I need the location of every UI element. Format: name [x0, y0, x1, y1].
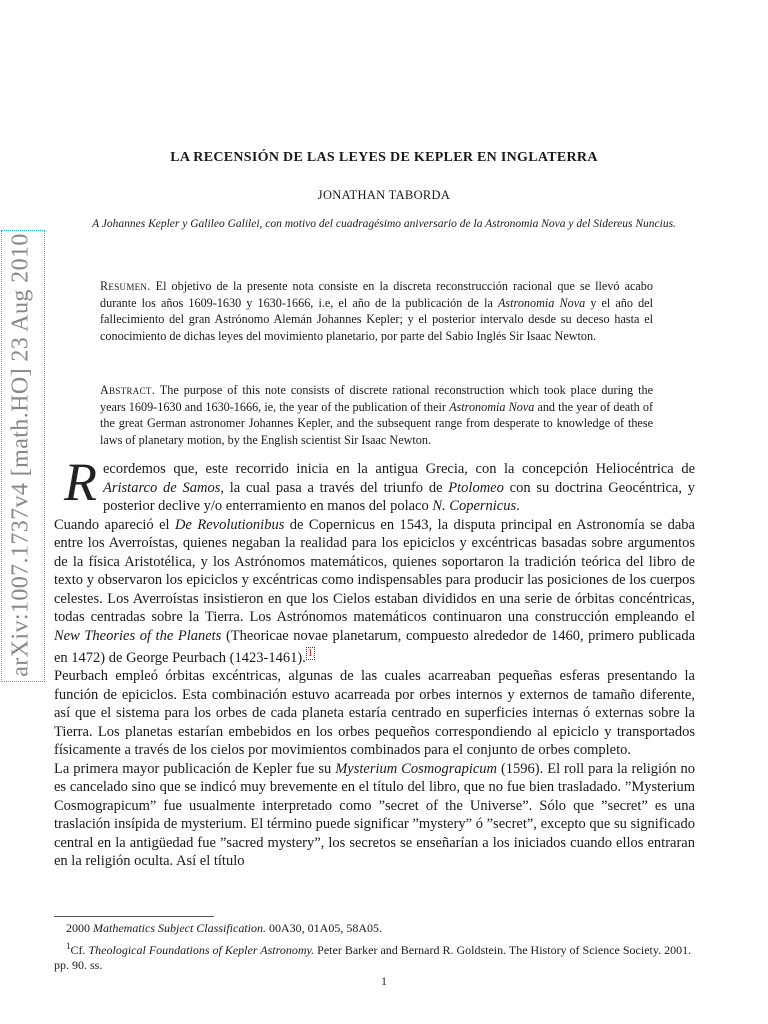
- abstract-es-text: y el año del fallecimiento del gran Astrónomo Alemán Johannes Kepler; y el posterior intervalo desde su deceso hasta el conocimiento de dichas leyes del movimiento planetario, por parte del Sabio Inglés Sir Isaac Newton.: [100, 295, 653, 343]
- body-text-run: Cuando apareció el: [54, 516, 176, 533]
- dedication: A Johannes Kepler y Galileo Galilei, con motivo del cuadragésimo aniversario de la Astronomia Nova y del Sidereus Nuncius.: [92, 218, 676, 230]
- abstract-spanish: [100, 278, 653, 344]
- abstract-en-text: and the year of death of the great German astronomer Johannes Kepler, and the subsequent range from desperate to knowledge of these laws of planetary motion, by the English scientist Sir Isaac Newton.: [100, 399, 654, 447]
- body-text-run: (Theoricae novae planetarum, compuesto alrededor de 1460, primero publicada en 1472) de George Peurbach (1423-1461).: [54, 627, 696, 666]
- msc-classification: [54, 921, 695, 936]
- abstract-en-italic: Astronomia Nova: [449, 399, 535, 414]
- body-italic: N. Copernicus: [432, 498, 517, 514]
- paragraph-2: [54, 516, 695, 668]
- body-italic: Ptolomeo: [448, 479, 504, 496]
- footnote-text: Cf.: [70, 943, 89, 957]
- abstract-en-text: The purpose of this note consists of discrete rational reconstruction which took place during the years 1609-1630 and 1630-1666, ie, the year of the publication of their: [100, 383, 653, 414]
- abstract-english: [100, 382, 653, 448]
- paragraph-1: [54, 452, 695, 516]
- footnote-text: Peter Barker and Bernard R. Goldstein. The History of Science Society. 2001. pp. 90. ss.: [54, 943, 692, 972]
- msc-year: 2000: [66, 921, 90, 935]
- footnote-mark: 1: [66, 941, 71, 951]
- body-italic: New Theories of the Planets: [54, 627, 222, 644]
- paper-title: LA RECENSIÓN DE LAS LEYES DE KEPLER EN INGLATERRA: [170, 150, 598, 165]
- page-number: 1: [381, 974, 387, 988]
- footnote-ref-link[interactable]: 1: [307, 648, 313, 659]
- abstract-es-label: Resumen.: [100, 279, 151, 293]
- body-text-run: de Copernicus en 1543, la disputa principal en Astronomía se daba entre los Averroístas, quienes negaban la realidad para los epiciclos y excéntricas basadas sobre argumentos de la física Aristotélica, y los Astrónomos matemáticos, quienes soportaron la tradición teórica del libro de texto y observaron los epiciclos y excéntricas como indispensables para producir las posiciones de los cuerpos celestes. Los Averroístas insistieron en que los Cielos estaban divididos en una serie de órbitas concéntricas, todas centradas sobre la Tierra. Los Astrónomos matemáticos continuaron una construcción empleando el: [54, 516, 695, 625]
- arxiv-stamp[interactable]: arXiv:1007.1737v4 [math.HO] 23 Aug 2010: [7, 233, 34, 677]
- body-text-run: La primera mayor publicación de Kepler fue su: [54, 760, 336, 777]
- footnote-divider: [54, 916, 214, 917]
- body-text-run: con su doctrina Geocéntrica, y posterior declive y/o enterramiento en manos del polaco: [103, 479, 695, 514]
- abstract-es-text: El objetivo de la presente nota consiste en la discreta reconstrucción racional que se llevó acabo durante los años 1609-1630 y 1630-1666, i.e, el año de la publicación de la: [100, 279, 653, 310]
- drop-cap: R: [64, 452, 97, 512]
- abstract-en-label: Abstract.: [100, 383, 156, 397]
- msc-label: Mathematics Subject Classification.: [93, 921, 266, 935]
- author-name: JONATHAN TABORDA: [317, 188, 451, 202]
- footnote-1: [54, 939, 695, 973]
- body-italic: Mysterium Cosmograpicum: [335, 760, 498, 777]
- paragraph-4: [54, 760, 695, 871]
- body-text: [54, 452, 696, 871]
- footnotes: [54, 921, 695, 973]
- body-text-run: .: [516, 498, 520, 514]
- body-text-run: , la cual pasa a través del triunfo de: [220, 479, 449, 496]
- body-text-run: ecordemos que, este recorrido inicia en la antigua Grecia, con la concepción Heliocéntrica de: [103, 461, 695, 477]
- body-italic: Aristarco de Samos: [103, 479, 221, 496]
- body-italic: De Revolutionibus: [175, 516, 285, 533]
- footnote-italic: Theological Foundations of Kepler Astronomy.: [88, 943, 315, 957]
- abstract-es-italic: Astronomia Nova: [497, 295, 586, 310]
- msc-codes: 00A30, 01A05, 58A05.: [265, 921, 382, 935]
- paragraph-3: Peurbach empleó órbitas excéntricas, algunas de las cuales acarreaban pequeñas esferas presentando la función de epiciclos. Esta combinación estuvo acarreada por orbes internos y externos de tamaño diferente, así que el sistema para los orbes de cada planeta estaría centrado en superficies internas ó externas sobre la Tierra. Los planetas estarían embebidos en los orbes pequeños correspondiendo al epiciclo y transportados físicamente a través de los cielos por movimientos combinados para el conjunto de orbes completo.: [54, 668, 695, 759]
- body-text-run: (1596). El roll para la religión no es cancelado sino que se indicó muy brevemente en el título del libro, que no fue bien trasladado. ”Mysterium Cosmograpicum” fue usualmente interpretado como ”secret of the Universe”. Sólo que ”secret” es una traslación insípida de mysterium. El término puede significar ”mystery” ó ”secret”, excepto que su significado central en la antigüedad fue ”sacred mystery”, los secretos se enseñarían a los iniciados cuando ellos entraran en la religión oculta. Así el título: [54, 760, 695, 870]
